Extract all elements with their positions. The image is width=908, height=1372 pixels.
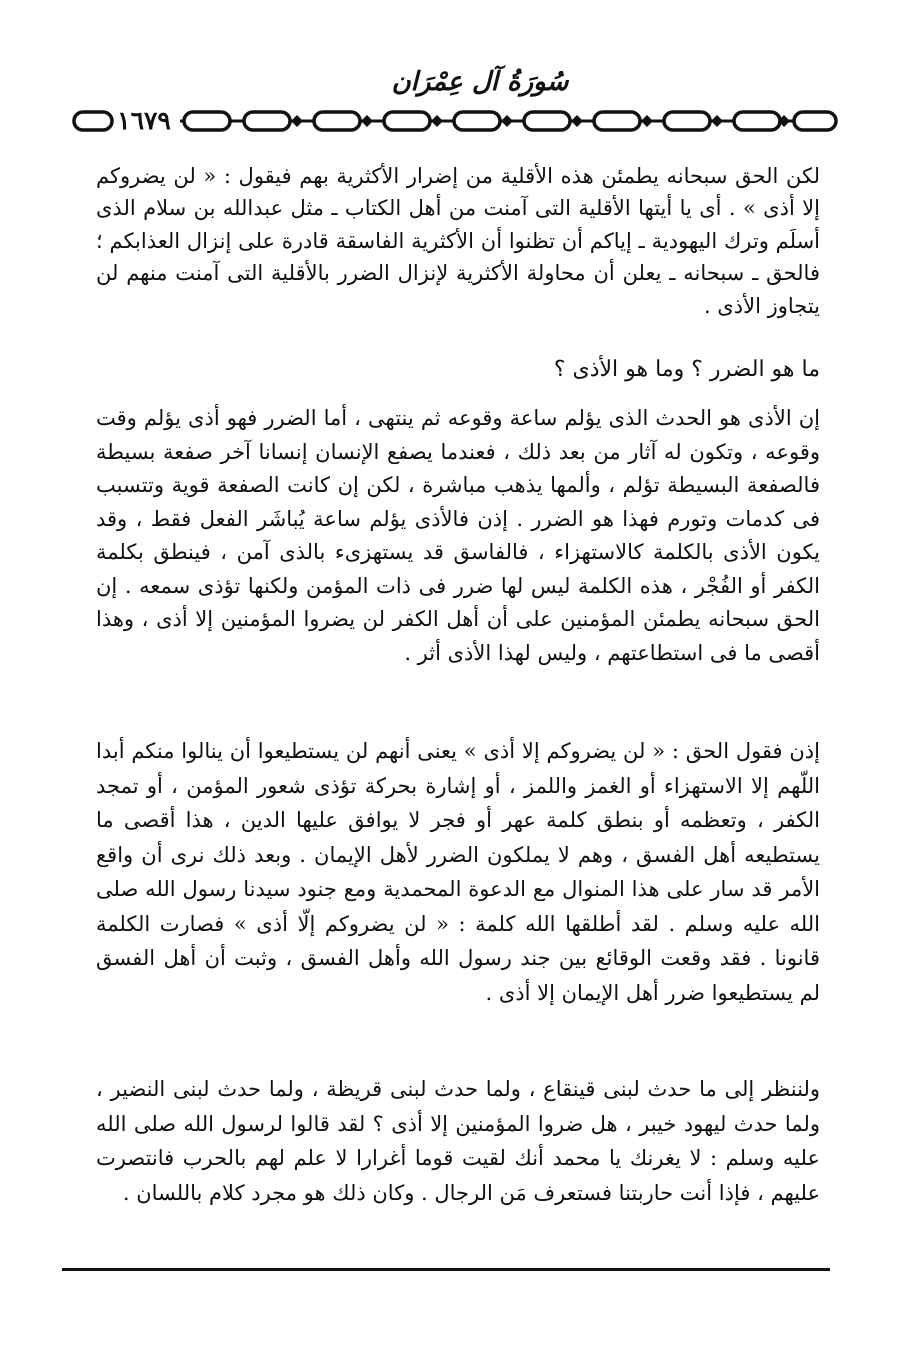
paragraph: لكن الحق سبحانه يطمئن هذه الأقلية من إضرار الأكثرية بهم فيقول : « لن يضروكم إلا أذى » . أى يا أيتها الأقلية التى آمنت من أهل الكتاب ـ مثل عبدالله بن سلام الذى أسلَم وترك اليهودية ـ إياكم أن تظنوا أن الأكثرية الفاسقة قادرة على إنزال العذابكم ؛ فالحق ـ سبحانه ـ يعلن أن محاولة الأكثرية لإنزال الضرر بالأقلية التى آمنت منهم لن يتجاوز الأذى . [96,164,820,318]
ornamental-border [70,104,840,138]
section-question: ما هو الضرر ؟ وما هو الأذى ؟ [553,357,820,382]
bottom-divider [62,1268,830,1271]
paragraph: إن الأذى هو الحدث الذى يؤلم ساعة وقوعه ثم ينتهى ، أما الضرر فهو أذى يؤلم وقت وقوعه ، وتكون له آثار من بعد ذلك ، فعندما يصفع الإنسان إنسانا آخر صفعة بسيطة فالصفعة البسيطة تؤلم ، وألمها يذهب مباشرة ، لكن إن كانت الصفعة قوية وتتسبب فى كدمات وتورم فهذا هو الضرر . إذن فالأذى يؤلم ساعة يُباشَر الفعل فقط ، وقد يكون الأذى بالكلمة كالاستهزاء ، فالفاسق قد يستهزىء بالذى آمن ، فينطق بكلمة الكفر أو الفُجْر ، هذه الكلمة ليس لها ضرر فى ذات المؤمن ولكنها تؤذى سمعه . إن الحق سبحانه يطمئن المؤمنين على أن أهل الكفر لن يضروا المؤمنين إلا أذى ، وهذا أقصى ما فى استطاعتهم ، وليس لهذا الأذى أثر . [96,406,820,665]
paragraph: إذن فقول الحق : « لن يضروكم إلا أذى » يعنى أنهم لن يستطيعوا أن ينالوا منكم أبدا اللّهم إلا الاستهزاء أو الغمز واللمز ، أو إشارة بحركة تؤذى شعور المؤمن ، أو تمجد الكفر ، وتعظمه أو بنطق كلمة عهر أو فجر لا يوافق عليها الدين ، هذا أقصى ما يستطيعه أهل الفسق ، وهم لا يملكون الضرر لأهل الإيمان . وبعد ذلك نرى أن واقع الأمر قد سار على هذا المنوال مع الدعوة المحمدية ومع جنود سيدنا رسول الله صلى الله عليه وسلم . لقد أطلقها الله كلمة : « لن يضروكم إلّا أذى » فصارت الكلمة قانونا . فقد وقعت الوقائع بين جند رسول الله وأهل الفسق ، وثبت أن أهل الفسق لم يستطيعوا ضرر أهل الإيمان إلا أذى . [96,739,820,1005]
chain-border-icon [70,104,840,138]
page-number: ١٦٧٩ [117,106,171,135]
paragraph: ولننظر إلى ما حدث لبنى قينقاع ، ولما حدث لبنى قريظة ، ولما حدث لبنى النضير ، ولما حدث ليهود خيبر ، هل ضروا المؤمنين إلا أذى ؟ لقد قالوا لرسول الله صلى الله عليه وسلم : لا يغرنك يا محمد أنك لقيت قوما أغرارا لا علم لهم بالحرب فانتصرت عليهم ، فإذا أنت حاربتنا فستعرف مَن الرجال . وكان ذلك هو مجرد كلام باللسان . [96,1077,820,1205]
surah-title: سُورَةُ آل عِمْرَان [391,67,569,97]
